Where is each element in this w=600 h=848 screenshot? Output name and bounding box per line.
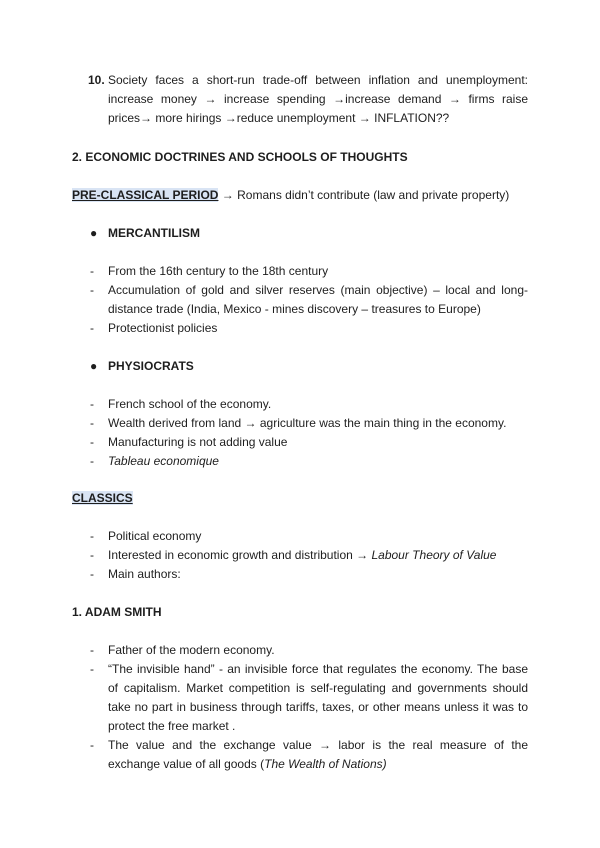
dash-marker: - [90, 283, 94, 297]
dash-marker: - [90, 397, 94, 411]
classics-line [72, 489, 133, 508]
dash-marker: - [90, 435, 94, 449]
dash-marker: - [90, 738, 94, 752]
preclassical-heading: PRE-CLASSICAL PERIOD [72, 188, 219, 202]
preclassical-line [72, 186, 509, 205]
mercantilism-list [90, 262, 528, 338]
mercantilism-title: MERCANTILISM [108, 226, 200, 240]
numbered-item-10 [88, 71, 528, 128]
section-heading: 2. ECONOMIC DOCTRINES AND SCHOOLS OF THOUGHTS [72, 150, 408, 164]
list-item: - Accumulation of gold and silver reserves (main objective) – local and long-distance trade (India, Mexico - mines discovery – treasures to Europe) [90, 283, 528, 316]
dash-marker: - [90, 548, 94, 562]
dash-marker: - [90, 529, 94, 543]
list-item: - “The invisible hand” - an invisible force that regulates the economy. The base of capitalism. Market competition is self-regulating and governments should take no part in business through tariffs, taxes, or other means unless it was to protect the free market . [90, 662, 528, 733]
dash-marker: - [90, 643, 94, 657]
dash-marker: - [90, 264, 94, 278]
dash-marker: - [90, 454, 94, 468]
list-item: - Wealth derived from land → agriculture was the main thing in the economy. [90, 414, 528, 433]
list-item: - Manufacturing is not adding value [90, 433, 528, 452]
dash-marker: - [90, 567, 94, 581]
physiocrats-title: PHYSIOCRATS [108, 359, 194, 373]
classics-list [90, 527, 528, 584]
list-item: - Main authors: [90, 565, 528, 584]
adam-smith-list [90, 641, 528, 774]
item-number: 10. [88, 73, 105, 87]
preclassical-note: → Romans didn’t contribute (law and private property) [218, 188, 510, 202]
dash-marker: - [90, 321, 94, 335]
list-item: - French school of the economy. [90, 395, 528, 414]
dash-marker: - [90, 662, 94, 676]
bullet-icon: ● [90, 359, 98, 373]
dash-marker: - [90, 416, 94, 430]
classics-heading: CLASSICS [72, 491, 133, 505]
adam-smith-heading: 1. ADAM SMITH [72, 605, 162, 619]
list-item: - Father of the modern economy. [90, 641, 528, 660]
list-item: - Political economy [90, 527, 528, 546]
list-item: - Interested in economic growth and distribution → Labour Theory of Value [90, 546, 528, 565]
physiocrats-list [90, 395, 528, 471]
bullet-icon: ● [90, 226, 98, 240]
list-item: - Protectionist policies [90, 319, 528, 338]
list-item: - Tableau economique [90, 452, 528, 471]
mercantilism-heading [90, 224, 200, 243]
physiocrats-heading [90, 357, 194, 376]
list-item: - From the 16th century to the 18th century [90, 262, 528, 281]
item-text: Society faces a short-run trade-off between inflation and unemployment: increase money → increase spending →increase demand → firms raise prices→ more hirings →reduce unemployment → INFLATION?? [108, 73, 528, 125]
list-item: - The value and the exchange value → labor is the real measure of the exchange value of all goods (The Wealth of Nations) [90, 738, 528, 771]
